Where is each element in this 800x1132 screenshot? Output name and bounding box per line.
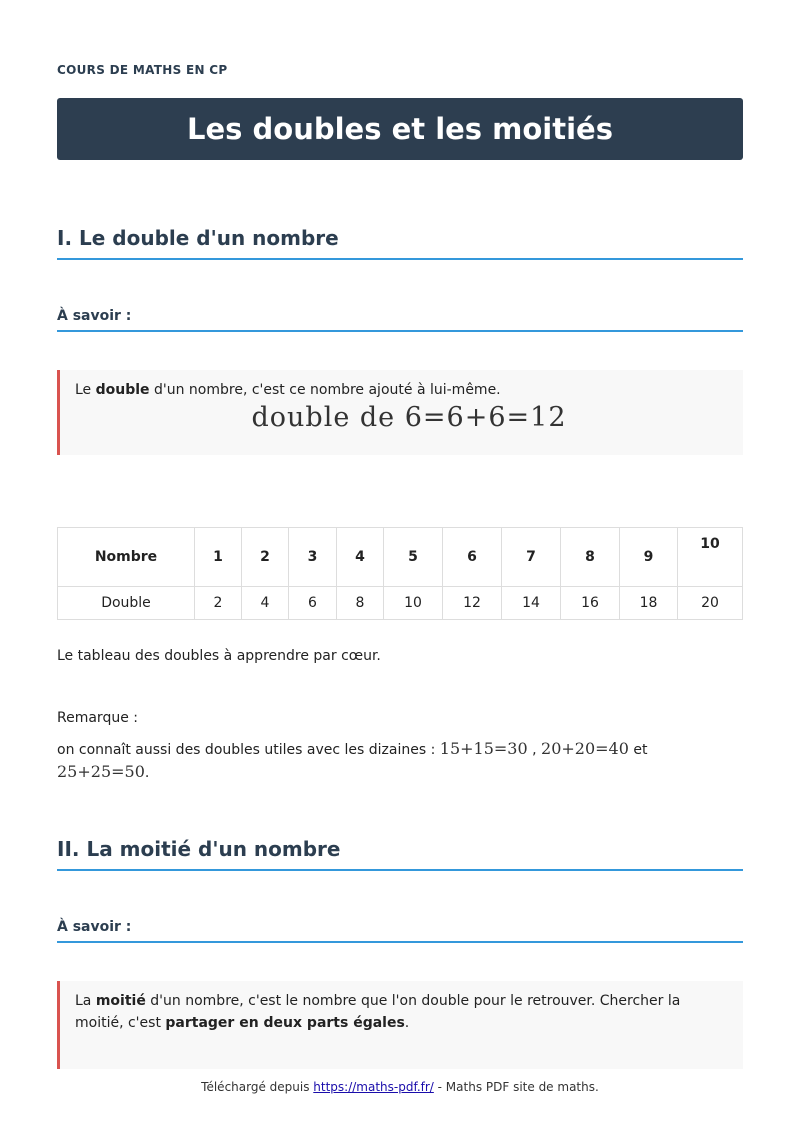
table-cell: 3: [289, 528, 337, 587]
definition-double-text: [75, 370, 743, 401]
table-cell: 8: [561, 528, 620, 587]
remark-end: .: [144, 765, 150, 781]
section-2-heading: II. La moitié d'un nombre: [57, 837, 743, 871]
table-cell: 4: [242, 587, 289, 620]
double-formula: double de 6=6+6=12: [251, 402, 567, 433]
table-header-nombre: Nombre: [58, 528, 195, 587]
table-cell: 6: [443, 528, 502, 587]
table-cell: 1: [195, 528, 242, 587]
definition-prefix: La: [75, 993, 96, 1009]
table-cell: 2: [195, 587, 242, 620]
table-cell: 7: [502, 528, 561, 587]
table-cell: 6: [289, 587, 337, 620]
table-cell: 18: [620, 587, 678, 620]
remark-separator: ,: [527, 742, 542, 758]
footer-link[interactable]: https://maths-pdf.fr/: [313, 1080, 434, 1094]
table-cell: 5: [384, 528, 443, 587]
remark-separator: et: [628, 742, 648, 758]
table-header-double: Double: [58, 587, 195, 620]
section-1-know-label: À savoir :: [57, 308, 743, 332]
footer: [0, 1080, 800, 1094]
table-cell: 20: [678, 587, 743, 620]
remark-math-2: 20+20=40: [541, 739, 629, 758]
remark-label: Remarque :: [57, 710, 138, 726]
table-cell: 12: [443, 587, 502, 620]
definition-keyword-2: partager en deux parts égales: [165, 1015, 405, 1031]
definition-moitie-text: [75, 981, 743, 1034]
table-cell: 9: [620, 528, 678, 587]
table-cell: 2: [242, 528, 289, 587]
definition-suffix: d'un nombre, c'est ce nombre ajouté à lui-même.: [149, 382, 501, 398]
course-kicker: COURS DE MATHS EN CP: [57, 63, 228, 77]
remark-text: [57, 738, 743, 784]
page-title-banner: [57, 98, 743, 160]
table-cell: 10: [678, 528, 743, 587]
section-2-know-label: À savoir :: [57, 919, 743, 943]
definition-end: .: [404, 1015, 410, 1031]
footer-suffix: - Maths PDF site de maths.: [433, 1080, 599, 1094]
doubles-table: [57, 527, 743, 620]
definition-keyword: double: [95, 382, 150, 398]
definition-box-moitie: [57, 981, 743, 1069]
table-cell: 8: [337, 587, 384, 620]
table-row-doubles: [58, 587, 743, 620]
remark-math-1: 15+15=30: [439, 739, 528, 758]
definition-prefix: Le: [75, 382, 96, 398]
definition-box-double: [57, 370, 743, 455]
table-cell: 16: [561, 587, 620, 620]
page-title: Les doubles et les moitiés: [187, 112, 613, 146]
remark-body: on connaît aussi des doubles utiles avec les dizaines :: [57, 742, 440, 758]
footer-prefix: Téléchargé depuis: [201, 1080, 314, 1094]
table-cell: 10: [384, 587, 443, 620]
table-cell: 4: [337, 528, 384, 587]
definition-middle: d'un nombre, c'est le nombre que l'on double pour le retrouver. Chercher la moitié, c'est: [75, 993, 681, 1031]
table-row-numbers: [58, 528, 743, 587]
table-caption: Le tableau des doubles à apprendre par cœur.: [57, 648, 381, 664]
table-cell: 14: [502, 587, 561, 620]
definition-keyword: moitié: [95, 993, 146, 1009]
section-1-heading: I. Le double d'un nombre: [57, 226, 743, 260]
remark-math-3: 25+25=50: [57, 762, 145, 781]
